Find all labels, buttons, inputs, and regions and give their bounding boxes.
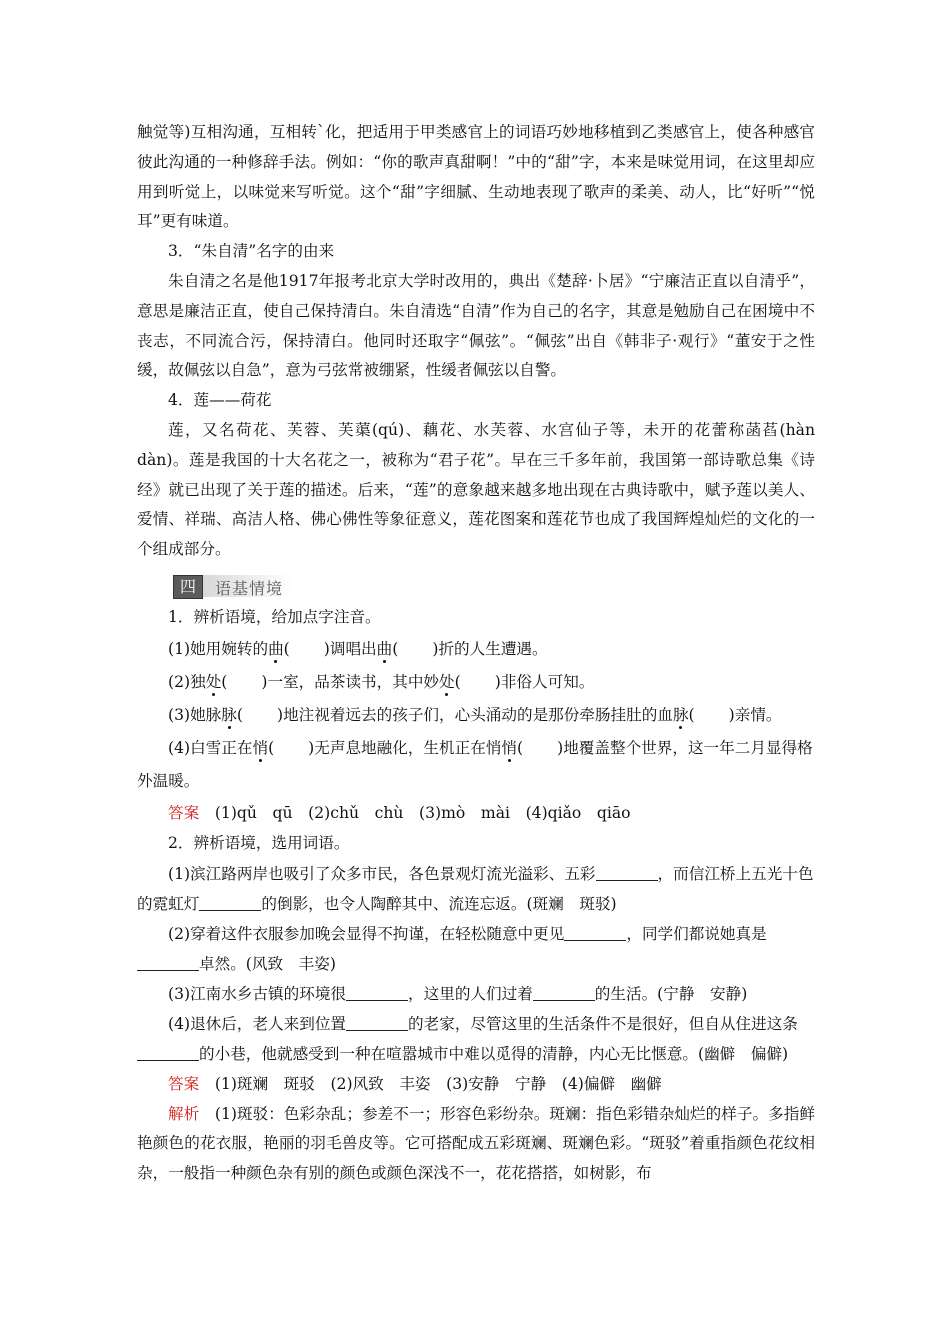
fill-blank bbox=[199, 894, 261, 911]
document-page bbox=[137, 118, 815, 1189]
dotted-char: 处 bbox=[205, 672, 222, 691]
dotted-char: 脉 bbox=[221, 705, 237, 724]
analysis-text: (1)斑驳：色彩杂乱；参差不一；形容色彩纷杂。斑斓：指色彩错杂灿烂的样子。多指鲜艳颜色的花衣服，艳丽的羽毛兽皮等。它可搭配成五彩斑斓、斑斓色彩。“斑驳”着重指颜色花纹相杂，一般指一种颜色杂有别的颜色或颜色深浅不一，花花搭搭，如树影，布 bbox=[137, 1104, 815, 1183]
synesthesia-paragraph: 触觉等)互相沟通，互相转`化，把适用于甲类感官上的词语巧妙地移植到乙类感官上，使各种感官彼此沟通的一种修辞手法。例如：“你的歌声真甜啊！”中的“甜”字，本来是味觉用词，在这里却应用到听觉上，以味觉来写听觉。这个“甜”字细腻、生动地表现了歌声的柔美、动人，比“好听”“悦耳”更有味道。 bbox=[137, 123, 815, 231]
dotted-char: 悄 bbox=[252, 738, 269, 757]
q2-item-3: (3)江南水乡古镇的环境很 ，这里的人们过着 的生活。(宁静 安静) bbox=[168, 984, 748, 1003]
answer-label: 答案 bbox=[168, 1074, 200, 1093]
analysis-label: 解析 bbox=[168, 1104, 200, 1123]
answer-label: 答案 bbox=[168, 803, 200, 822]
q2-item-4: (4)退休后，老人来到位置 的老家，尽管这里的生活条件不是很好，但自从住进这条的小巷，他就感受到一种在喧嚣城市中难以觅得的清静，内心无比惬意。(幽僻 偏僻) bbox=[137, 1009, 815, 1069]
dotted-char: 悄 bbox=[501, 738, 518, 757]
fill-blank bbox=[346, 1014, 408, 1031]
q1-item-1: (1)她用婉转的曲( )调唱出曲( )折的人生遭遇。 bbox=[168, 639, 548, 658]
dotted-char: 处 bbox=[439, 672, 455, 691]
q1-item-2: (2)独处( )一室，品茶读书，其中妙处( )非俗人可知。 bbox=[168, 672, 595, 691]
q1-item-3: (3)她脉脉( )地注视着远去的孩子们，心头涌动的是那份牵肠挂肚的血脉( )亲情。 bbox=[168, 705, 782, 724]
q2-answer bbox=[137, 1069, 815, 1100]
q1-answer bbox=[137, 798, 815, 829]
section-3-title: 3．“朱自清”名字的由来 bbox=[168, 242, 335, 261]
q1-item-4: (4)白雪正在悄( )无声息地融化，生机正在悄悄( )地覆盖整个世界，这一年二月显得格外温暖。 bbox=[137, 738, 813, 790]
heading-title: 语基情境 bbox=[215, 578, 284, 598]
q2-item-2: (2)穿着这件衣服参加晚会显得不拘谨，在轻松随意中更见 ，同学们都说她真是卓然。(风致 丰姿) bbox=[137, 919, 815, 979]
fill-blank bbox=[564, 924, 626, 941]
answer-text: (1)斑斓 斑驳 (2)风致 丰姿 (3)安静 宁静 (4)偏僻 幽僻 bbox=[214, 1074, 662, 1093]
dotted-char: 脉 bbox=[672, 705, 689, 724]
section-4-paragraph: 莲，又名荷花、芙蓉、芙蕖(qú)、藕花、水芙蓉、水宫仙子等，未开的花蕾称菡萏(hàn dàn)。莲是我国的十大名花之一，被称为“君子花”。早在三千多年前，我国第一部诗歌总集《诗经》就已出现了关于莲的描述。后来，“莲”的意象越来越多地出现在古典诗歌中，赋予莲以美人、爱情、祥瑞、高洁人格、佛心佛性等象征意义，莲花图案和莲花节也成了我国辉煌灿烂的文化的一个组成部分。 bbox=[137, 420, 815, 559]
q2-item-1: (1)滨江路两岸也吸引了众多市民，各色景观灯流光溢彩、五彩 ，而信江桥上五光十色的霓虹灯 的倒影，也令人陶醉其中、流连忘返。(斑斓 斑驳) bbox=[137, 864, 814, 913]
section-3-paragraph: 朱自清之名是他1917年报考北京大学时改用的，典出《楚辞·卜居》“宁廉洁正直以自清乎”，意思是廉洁正直，使自己保持清白。朱自清选“自清”作为自己的名字，其意是勉励自己在困境中不丧志，不同流合污，保持清白。他同时还取字“佩弦”。“佩弦”出自《韩非子·观行》“董安于之性缓，故佩弦以自急”，意为弓弦常被绷紧，性缓者佩弦以自警。 bbox=[137, 271, 815, 380]
fill-blank bbox=[596, 864, 658, 881]
q1-title: 1．辨析语境，给加点字注音。 bbox=[168, 607, 381, 626]
heading-number-badge: 四 bbox=[173, 575, 203, 599]
fill-blank bbox=[346, 984, 408, 1001]
dotted-char: 曲 bbox=[376, 639, 393, 658]
q2-analysis bbox=[137, 1100, 815, 1189]
fill-blank bbox=[137, 1044, 199, 1061]
answer-text: (1)qǔ qū (2)chǔ chù (3)mò mài (4)qiǎo qiāo bbox=[214, 803, 631, 822]
q2-title: 2．辨析语境，选用词语。 bbox=[168, 833, 350, 852]
fill-blank bbox=[137, 954, 199, 971]
fill-blank bbox=[533, 984, 595, 1001]
section-4-title: 4．莲——荷花 bbox=[168, 391, 272, 410]
section-heading bbox=[173, 573, 815, 601]
dotted-char: 曲 bbox=[268, 639, 284, 658]
